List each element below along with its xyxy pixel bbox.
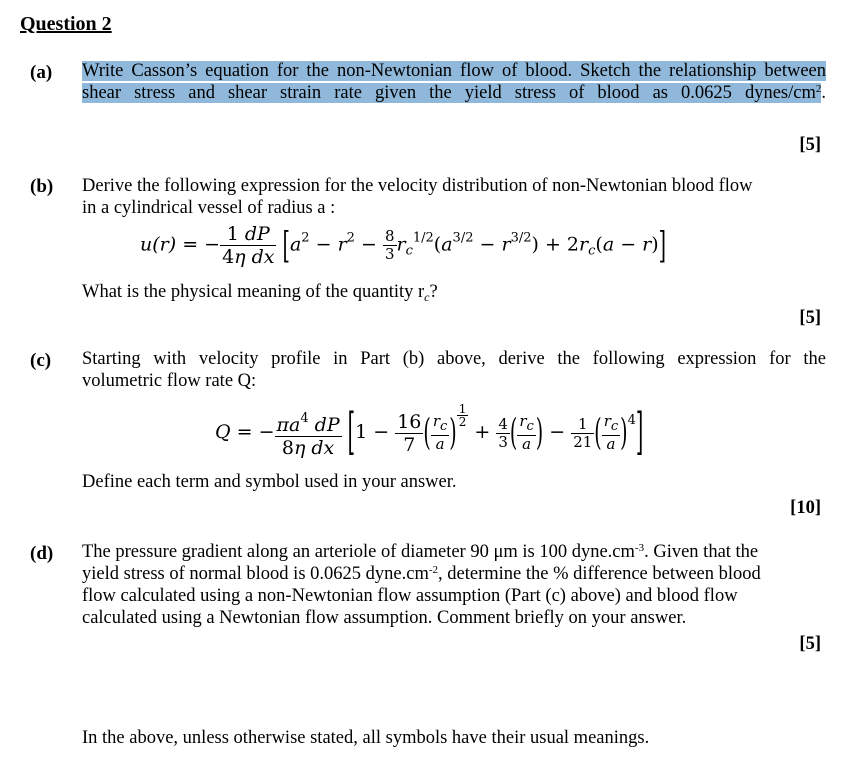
part-a-label: (a) <box>30 62 53 83</box>
part-b-marks: [5] <box>799 308 821 328</box>
part-c-line2: volumetric flow rate Q: <box>82 371 257 391</box>
part-d-marks: [5] <box>799 634 821 654</box>
question-title: Question 2 <box>20 13 112 35</box>
part-d-line2: yield stress of normal blood is 0.0625 $dyne.cm^{-2}$, determine the % difference between blood <box>82 564 761 584</box>
part-a-marks: [5] <box>799 135 821 155</box>
part-d-line4: calculated using a Newtonian flow assumption. Comment briefly on your answer. <box>82 608 687 628</box>
part-a-unit-power: 2 <box>815 83 822 95</box>
part-a-highlight <box>82 61 826 103</box>
part-d-label: (d) <box>30 543 54 564</box>
part-d-line1: The pressure gradient along an arteriole of diameter 90 μm is 100 $dyne.cm^{-3}$. Given that the <box>82 542 759 562</box>
part-c-label: (c) <box>30 350 52 371</box>
part-a-trailing: . <box>821 83 826 103</box>
part-b-label: (b) <box>30 176 54 197</box>
part-c-line1: Starting with velocity profile in Part (b) above, derive the following expression for the <box>82 349 826 369</box>
part-c-define: Define each term and symbol used in your answer. <box>82 472 457 492</box>
part-b-line2: in a cylindrical vessel of radius a : <box>82 198 336 218</box>
velocity-equation: u(r) = − $\frac{1 dP}{\text{4η dx}}$ [$a^2 - r^2$ − $\frac{8}{3}$ $r_c^{1/2}(a^{3/2} - r^{3/2}) + 2r_c(a - r)$] <box>140 223 667 268</box>
footer-note: In the above, unless otherwise stated, all symbols have their usual meanings. <box>82 728 650 748</box>
flow-rate-equation: Q = − $\frac{\pi a^4 dP}{\text{8η dx}}$ [1 − $\frac{16}{7}$ ( $\frac{rc}{a}$ ) $\frac{1}{2}$ + $\frac{4}{3}$ ( $\frac{rc}{a}$ ) − $\frac{1}{21}$ ( $\frac{rc}{a}$ )$^4$] <box>215 402 644 462</box>
part-c-marks: [10] <box>790 498 821 518</box>
part-d-line3: flow calculated using a non-Newtonian flow assumption (Part (c) above) and blood flow <box>82 586 738 606</box>
part-b-question: What is the physical meaning of the quantity $r_c$? <box>82 282 438 304</box>
part-b-line1: Derive the following expression for the velocity distribution of non-Newtonian blood flow <box>82 176 753 196</box>
part-a-highlighted-text: Write Casson’s equation for the non-Newtonian flow of blood. Sketch the relationship between shear stress and shear strain rate given the yield stress of blood as 0.0625 dynes/cm <box>82 61 826 103</box>
part-a-text <box>82 60 826 104</box>
